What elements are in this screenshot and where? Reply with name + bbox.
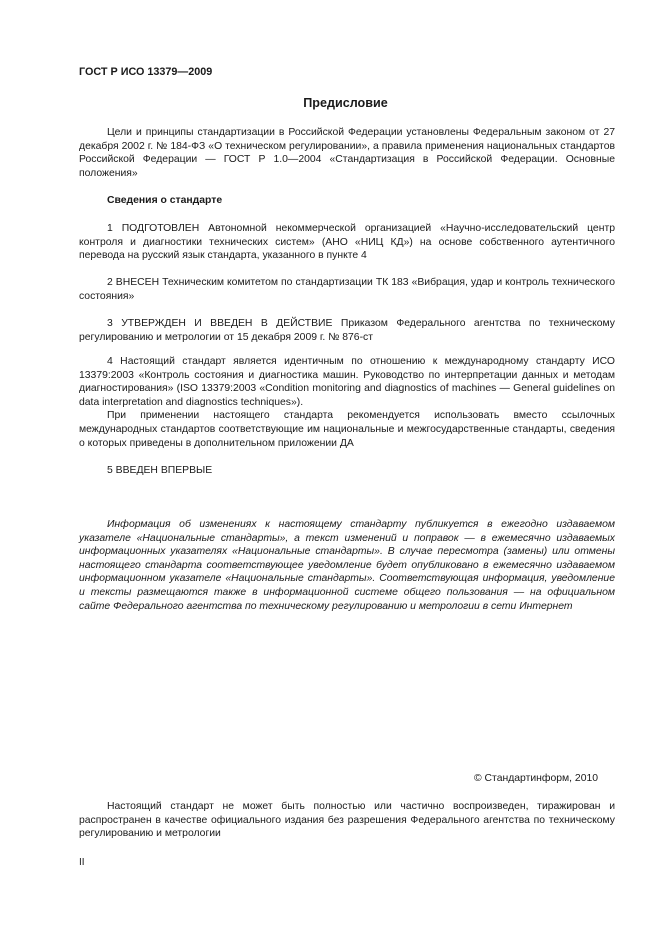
intro-paragraph	[79, 126, 615, 180]
item-4	[79, 355, 615, 450]
notice-paragraph	[79, 800, 615, 841]
document-code: ГОСТ Р ИСО 13379—2009	[79, 66, 213, 78]
item-3-text: 3 УТВЕРЖДЕН И ВВЕДЕН В ДЕЙСТВИЕ Приказом Федерального агентства по техническому регулированию и метрологии от 15 декабря 2009 г. № 876-ст	[79, 318, 615, 343]
info-text: Информация об изменениях к настоящему стандарту публикуется в ежегодно издаваемом указателе «Национальные стандарты», а текст изменений и поправок — в ежемесячно издаваемых информационных указателях «Национальные стандарты». В случае пересмотра (замены) или отмены настоящего стандарта соответствующее уведомление будет опубликовано в ежемесячно издаваемом информационном указателе «Национальные стандарты». Соответствующая информация, уведомление и тексты размещаются также в информационной системе общего пользования — на официальном сайте Федерального агентства по техническому регулированию и метрологии в сети Интернет	[79, 519, 615, 612]
item-4-note: При применении настоящего стандарта рекомендуется использовать вместо ссылочных международных стандартов соответствующие им национальные и межгосударственные стандарты, сведения о которых приведены в дополнительном приложении ДА	[79, 410, 615, 449]
copyright: © Стандартинформ, 2010	[474, 773, 599, 784]
item-2	[79, 276, 615, 303]
item-4-text: 4 Настоящий стандарт является идентичным по отношению к международному стандарту ИСО 13379:2003 «Контроль состояния и диагностика машин. Руководство по интерпретации данных и методам диагностирования» (ISO 13379:2003 «Condition monitoring and diagnostics of machines — General guidelines on data interpretation and diagnostics techniques»).	[79, 356, 615, 408]
subheading: Сведения о стандарте	[107, 195, 223, 206]
item-1	[79, 222, 615, 263]
intro-text: Цели и принципы стандартизации в Российской Федерации установлены Федеральным законом от 27 декабря 2002 г. № 184-ФЗ «О техническом регулировании», а правила применения национальных стандартов Российской Федерации — ГОСТ Р 1.0—2004 «Стандартизация в Российской Федерации. Основные положения»	[79, 127, 615, 179]
item-5	[79, 464, 615, 478]
item-2-text: 2 ВНЕСЕН Техническим комитетом по стандартизации ТК 183 «Вибрация, удар и контроль технического состояния»	[79, 277, 615, 302]
page-title: Предисловие	[303, 96, 388, 110]
info-paragraph	[79, 518, 615, 613]
page-number: II	[79, 857, 85, 868]
item-5-text: 5 ВВЕДЕН ВПЕРВЫЕ	[107, 465, 213, 476]
notice-text: Настоящий стандарт не может быть полностью или частично воспроизведен, тиражирован и распространен в качестве официального издания без разрешения Федерального агентства по техническому регулированию и метрологии	[79, 801, 615, 840]
item-1-text: 1 ПОДГОТОВЛЕН Автономной некоммерческой организацией «Научно-исследовательский центр контроля и диагностики технических систем» (АНО «НИЦ КД») на основе собственного аутентичного перевода на русский язык стандарта, указанного в пункте 4	[79, 223, 615, 262]
item-3	[79, 317, 615, 344]
